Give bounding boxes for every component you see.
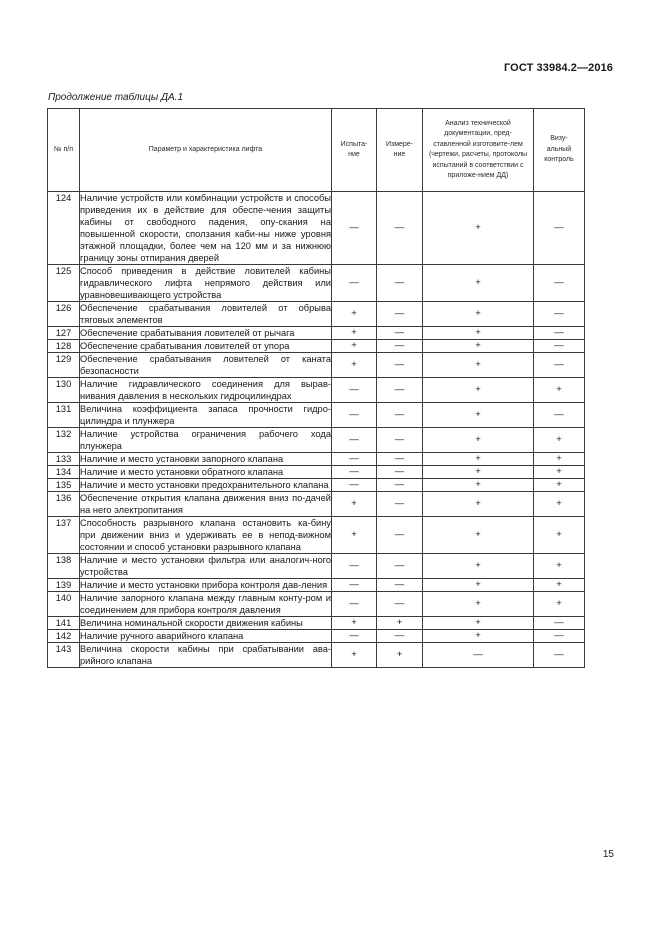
row-test: — xyxy=(332,453,377,466)
row-test: + xyxy=(332,643,377,668)
row-test: — xyxy=(332,479,377,492)
row-visual: — xyxy=(534,192,585,265)
row-measure: — xyxy=(377,466,423,479)
row-analysis: + xyxy=(423,192,534,265)
row-num: 139 xyxy=(48,579,80,592)
row-num: 133 xyxy=(48,453,80,466)
table-row xyxy=(48,492,585,517)
row-test: — xyxy=(332,554,377,579)
row-analysis: + xyxy=(423,453,534,466)
row-num: 136 xyxy=(48,492,80,517)
row-param: Наличие и место установки прибора контроля дав-ления xyxy=(80,579,332,592)
row-measure: + xyxy=(377,617,423,630)
table-row xyxy=(48,403,585,428)
row-visual: + xyxy=(534,517,585,554)
col-header-param: Параметр и характеристика лифта xyxy=(80,109,332,192)
table-row xyxy=(48,265,585,302)
row-num: 138 xyxy=(48,554,80,579)
row-analysis: + xyxy=(423,265,534,302)
row-measure: — xyxy=(377,492,423,517)
row-test: + xyxy=(332,617,377,630)
row-num: 134 xyxy=(48,466,80,479)
row-num: 125 xyxy=(48,265,80,302)
row-param: Обеспечение срабатывания ловителей от обрыва тяговых элементов xyxy=(80,303,331,325)
row-num: 140 xyxy=(48,592,80,617)
row-visual: + xyxy=(534,453,585,466)
table-row xyxy=(48,579,585,592)
table-row xyxy=(48,630,585,643)
row-num: 141 xyxy=(48,617,80,630)
row-measure: — xyxy=(377,403,423,428)
row-param: Наличие и место установки запорного клапана xyxy=(80,453,332,466)
row-test: — xyxy=(332,378,377,403)
row-analysis: + xyxy=(423,579,534,592)
row-visual: — xyxy=(534,340,585,353)
row-num: 135 xyxy=(48,479,80,492)
row-analysis: + xyxy=(423,340,534,353)
row-analysis: + xyxy=(423,617,534,630)
table-row xyxy=(48,479,585,492)
row-visual: + xyxy=(534,378,585,403)
table-row xyxy=(48,453,585,466)
row-param: Наличие устройств или комбинации устройств и способы приведения их в действие для обеспе-чения защиты кабины от свободного падения, опу-скания на повышенной скорости, сползания каби-ны ниже уровня этажной площадки, более чем на 120 мм и за нижнюю границу зоны отпирания дверей xyxy=(80,193,331,263)
table-row xyxy=(48,466,585,479)
table-body xyxy=(48,192,585,668)
table-row xyxy=(48,340,585,353)
row-measure: — xyxy=(377,428,423,453)
row-num: 129 xyxy=(48,353,80,378)
row-measure: — xyxy=(377,630,423,643)
row-visual: — xyxy=(534,630,585,643)
row-visual: + xyxy=(534,579,585,592)
row-param: Величина коэффициента запаса прочности гидро-цилиндра и плунжера xyxy=(80,404,331,426)
row-param: Наличие и место установки предохранительного клапана xyxy=(80,479,332,492)
row-test: + xyxy=(332,492,377,517)
row-param: Наличие устройства ограничения рабочего хода плунжера xyxy=(80,429,331,451)
row-analysis: — xyxy=(423,643,534,668)
row-analysis: + xyxy=(423,353,534,378)
row-analysis: + xyxy=(423,517,534,554)
row-visual: — xyxy=(534,302,585,327)
row-test: — xyxy=(332,630,377,643)
row-visual: — xyxy=(534,265,585,302)
row-measure: — xyxy=(377,453,423,466)
row-test: + xyxy=(332,327,377,340)
col-header-test: Испыта-ние xyxy=(332,109,377,192)
requirements-table xyxy=(47,108,585,668)
table-header xyxy=(48,109,585,192)
row-test: + xyxy=(332,517,377,554)
row-analysis: + xyxy=(423,479,534,492)
row-measure: + xyxy=(377,643,423,668)
table-row xyxy=(48,327,585,340)
row-test: — xyxy=(332,403,377,428)
table-row xyxy=(48,617,585,630)
table-row xyxy=(48,592,585,617)
row-test: — xyxy=(332,192,377,265)
table-row xyxy=(48,378,585,403)
row-visual: + xyxy=(534,592,585,617)
row-test: + xyxy=(332,302,377,327)
row-test: — xyxy=(332,579,377,592)
row-visual: + xyxy=(534,479,585,492)
row-param: Обеспечение срабатывания ловителей от каната безопасности xyxy=(80,354,331,376)
row-visual: — xyxy=(534,327,585,340)
row-measure: — xyxy=(377,479,423,492)
row-analysis: + xyxy=(423,428,534,453)
document-code: ГОСТ 33984.2—2016 xyxy=(503,62,613,74)
table-row xyxy=(48,353,585,378)
row-param: Наличие запорного клапана между главным конту-ром и соединением для прибора контроля давления xyxy=(80,593,331,615)
table-row xyxy=(48,643,585,668)
row-analysis: + xyxy=(423,630,534,643)
row-visual: — xyxy=(534,643,585,668)
table-row xyxy=(48,192,585,265)
row-num: 130 xyxy=(48,378,80,403)
table-row xyxy=(48,302,585,327)
row-test: + xyxy=(332,353,377,378)
row-analysis: + xyxy=(423,554,534,579)
row-test: — xyxy=(332,466,377,479)
col-header-measure: Измере-ние xyxy=(377,109,423,192)
table-row xyxy=(48,517,585,554)
row-param: Наличие гидравлического соединения для вырав-нивания давления в нескольких гидроцилиндрах xyxy=(80,379,331,401)
row-num: 131 xyxy=(48,403,80,428)
row-analysis: + xyxy=(423,492,534,517)
row-num: 128 xyxy=(48,340,80,353)
row-analysis: + xyxy=(423,403,534,428)
row-test: — xyxy=(332,592,377,617)
row-param: Наличие и место установки обратного клапана xyxy=(80,466,332,479)
row-param: Обеспечение срабатывания ловителей от упора xyxy=(80,340,332,353)
row-num: 142 xyxy=(48,630,80,643)
row-test: — xyxy=(332,428,377,453)
page-number: 15 xyxy=(602,849,614,860)
row-num: 124 xyxy=(48,192,80,265)
row-num: 126 xyxy=(48,302,80,327)
row-analysis: + xyxy=(423,592,534,617)
row-param: Величина скорости кабины при срабатывании ава-рийного клапана xyxy=(80,644,331,666)
row-measure: — xyxy=(377,554,423,579)
row-param: Способность разрывного клапана остановить ка-бину при движении вниз и удерживать ее в непод-вижном состоянии и способ установки разрывного клапана xyxy=(80,518,331,552)
row-measure: — xyxy=(377,340,423,353)
row-measure: — xyxy=(377,517,423,554)
row-visual: — xyxy=(534,403,585,428)
row-num: 132 xyxy=(48,428,80,453)
row-measure: — xyxy=(377,378,423,403)
row-analysis: + xyxy=(423,327,534,340)
row-measure: — xyxy=(377,265,423,302)
table-row xyxy=(48,554,585,579)
row-param: Способ приведения в действие ловителей кабины гидравлического лифта непрямого действия или уравновешивающего устройства xyxy=(80,266,331,300)
row-param: Обеспечение срабатывания ловителей от рычага xyxy=(80,327,332,340)
row-num: 143 xyxy=(48,643,80,668)
row-visual: + xyxy=(534,428,585,453)
row-test: — xyxy=(332,265,377,302)
row-visual: — xyxy=(534,617,585,630)
row-visual: + xyxy=(534,466,585,479)
row-measure: — xyxy=(377,302,423,327)
col-header-num: № п/п xyxy=(48,109,80,192)
row-analysis: + xyxy=(423,378,534,403)
row-analysis: + xyxy=(423,302,534,327)
row-visual: + xyxy=(534,492,585,517)
row-measure: — xyxy=(377,579,423,592)
row-param: Обеспечение открытия клапана движения вниз по-дачей на него электропитания xyxy=(80,493,331,515)
row-analysis: + xyxy=(423,466,534,479)
table-row xyxy=(48,428,585,453)
row-test: + xyxy=(332,340,377,353)
row-param: Наличие и место установки фильтра или аналогич-ного устройства xyxy=(80,555,331,577)
row-visual: — xyxy=(534,353,585,378)
row-measure: — xyxy=(377,327,423,340)
row-num: 127 xyxy=(48,327,80,340)
row-visual: + xyxy=(534,554,585,579)
col-header-analysis: Анализ технической документации, пред-ставленной изготовите-лем (чертежи, расчеты, протоколы испытаний в соответствии с приложе-нием ДД) xyxy=(423,109,534,192)
table-caption: Продолжение таблицы ДА.1 xyxy=(48,92,184,103)
row-param: Величина номинальной скорости движения кабины xyxy=(80,617,332,630)
col-header-visual: Визу-альный контроль xyxy=(534,109,585,192)
row-measure: — xyxy=(377,353,423,378)
row-measure: — xyxy=(377,192,423,265)
row-param: Наличие ручного аварийного клапана xyxy=(80,630,332,643)
row-num: 137 xyxy=(48,517,80,554)
row-measure: — xyxy=(377,592,423,617)
